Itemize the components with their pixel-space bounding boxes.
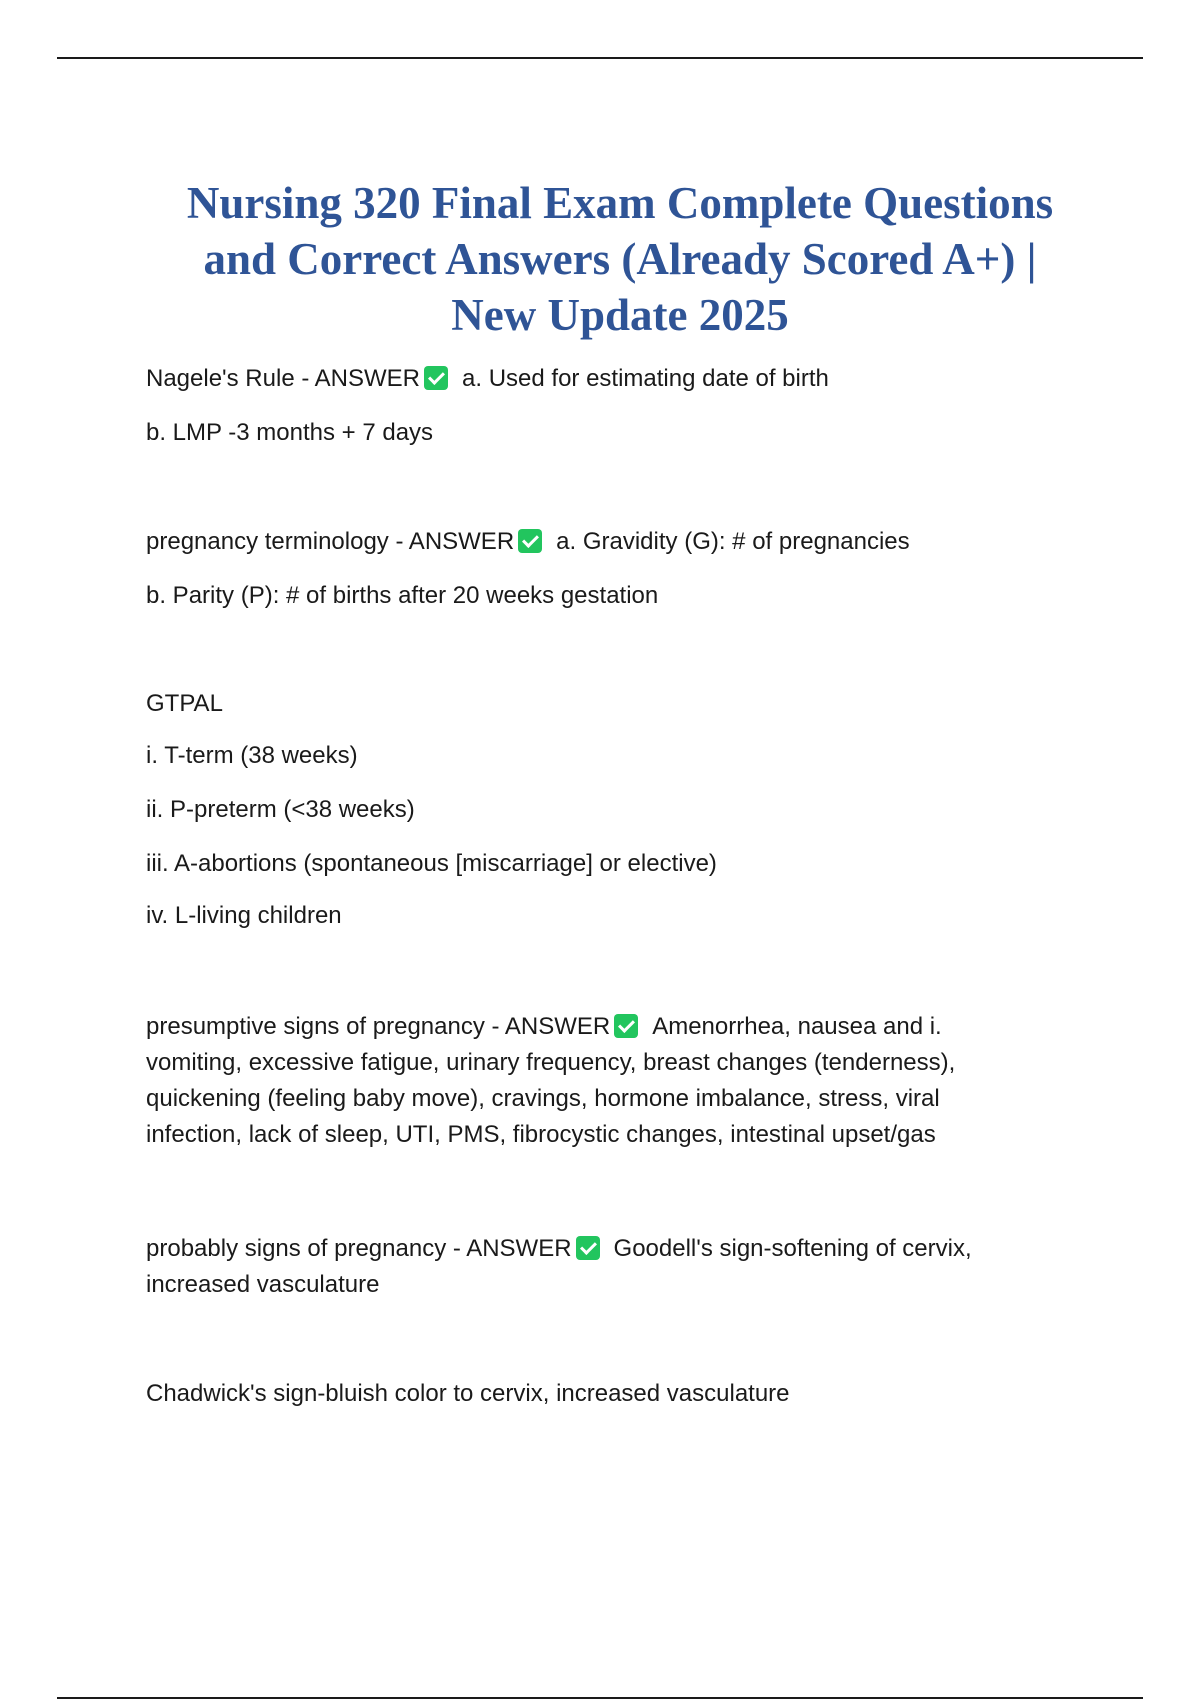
title-line-1: Nursing 320 Final Exam Complete Questions: [186, 178, 1054, 229]
document-title: [100, 175, 1140, 343]
check-mark-icon: [424, 366, 448, 390]
probable-answer-paragraph: [146, 1231, 1046, 1303]
terminology-term: pregnancy terminology - ANSWER: [146, 528, 515, 555]
nagele-term: Nagele's Rule - ANSWER: [146, 365, 421, 392]
presumptive-term: presumptive signs of pregnancy - ANSWER: [146, 1013, 611, 1040]
probable-answer-line: increased vasculature: [146, 1271, 380, 1298]
gtpal-item: i. T-term (38 weeks): [146, 742, 358, 769]
check-mark-icon: [518, 529, 542, 553]
chadwick-line: Chadwick's sign-bluish color to cervix, increased vasculature: [146, 1380, 790, 1407]
top-rule: [57, 57, 1143, 59]
presumptive-answer-first: Amenorrhea, nausea and i.: [652, 1013, 942, 1040]
nagele-answer: a. Used for estimating date of birth: [462, 365, 829, 392]
terminology-line-b: b. Parity (P): # of births after 20 weeks gestation: [146, 582, 659, 609]
bottom-rule: [57, 1697, 1143, 1699]
presumptive-answer-line: vomiting, excessive fatigue, urinary frequency, breast changes (tenderness),: [146, 1049, 956, 1076]
presumptive-answer-line: infection, lack of sleep, UTI, PMS, fibrocystic changes, intestinal upset/gas: [146, 1121, 936, 1148]
gtpal-item: iii. A-abortions (spontaneous [miscarriage] or elective): [146, 850, 717, 877]
probable-term: probably signs of pregnancy - ANSWER: [146, 1235, 572, 1262]
terminology-answer-line: [146, 524, 910, 560]
presumptive-answer-line: quickening (feeling baby move), cravings, hormone imbalance, stress, viral: [146, 1085, 940, 1112]
gtpal-heading: GTPAL: [146, 690, 223, 717]
gtpal-item: ii. P-preterm (<38 weeks): [146, 796, 415, 823]
gtpal-item: iv. L-living children: [146, 902, 342, 929]
title-line-2: and Correct Answers (Already Scored A+) |: [203, 234, 1037, 285]
probable-answer-first: Goodell's sign-softening of cervix,: [613, 1235, 972, 1262]
nagele-line-b: b. LMP -3 months + 7 days: [146, 419, 434, 446]
check-mark-icon: [614, 1014, 638, 1038]
presumptive-answer-paragraph: [146, 1009, 1046, 1153]
nagele-answer-line: [146, 361, 829, 397]
title-line-3: New Update 2025: [451, 290, 789, 341]
check-mark-icon: [576, 1236, 600, 1260]
terminology-answer: a. Gravidity (G): # of pregnancies: [556, 528, 910, 555]
